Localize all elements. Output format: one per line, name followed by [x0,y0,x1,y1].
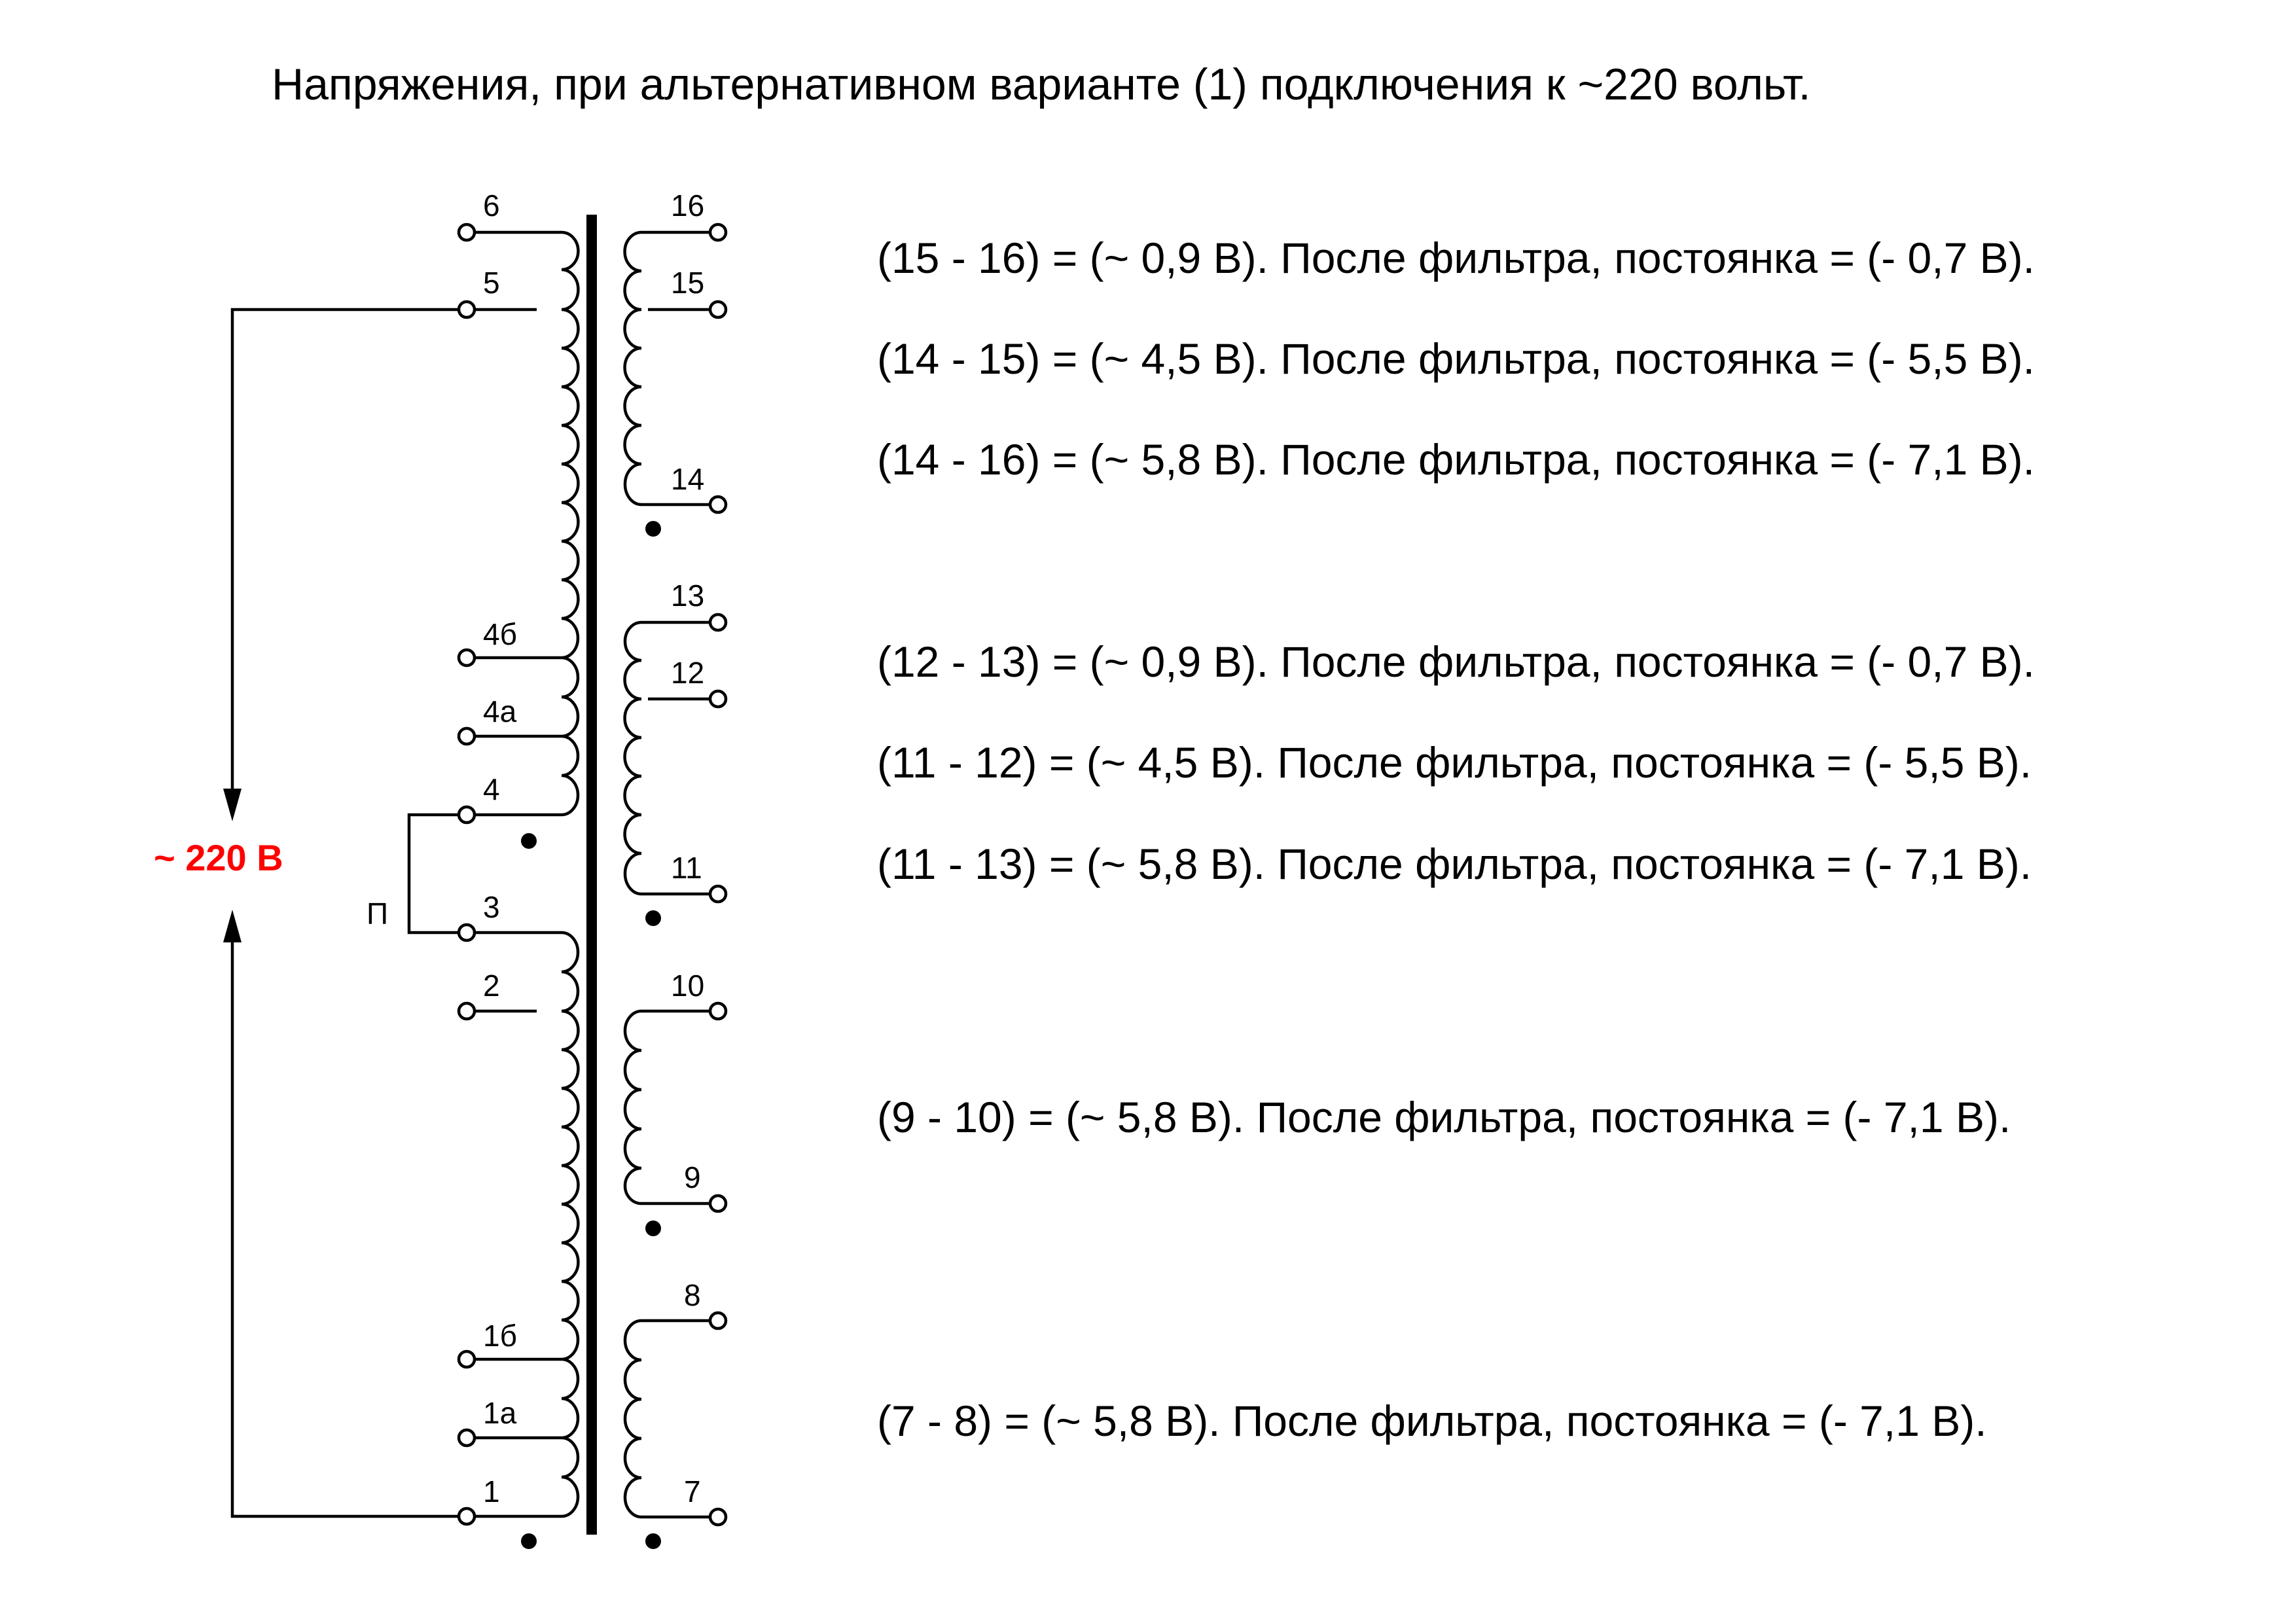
terminal-13 [710,615,726,630]
voltage-line: (12 - 13) = (~ 0,9 В). После фильтра, постоянка = (- 0,7 В). [877,637,2035,686]
polarity-dot [645,1533,661,1549]
terminal-16 [710,224,726,240]
pin-label: 1 [483,1474,500,1508]
terminal-7 [710,1509,726,1525]
secondary-pin-labels [671,188,704,1508]
pin-label: 8 [684,1278,701,1312]
pin-label: 3 [483,890,500,924]
voltage-line: (7 - 8) = (~ 5,8 В). После фильтра, постоянка = (- 7,1 В). [877,1397,1987,1445]
voltage-line: (9 - 10) = (~ 5,8 В). После фильтра, постоянка = (- 7,1 В). [877,1093,2011,1141]
primary-pin-labels [483,188,517,1508]
terminal-3 [459,925,475,940]
terminal-8 [710,1313,726,1329]
jumper-wire [409,815,468,933]
pin-label: 12 [671,656,705,690]
pin-label: 5 [483,266,500,300]
secondary-terminals [710,224,726,1525]
terminal-1a [459,1430,475,1446]
terminal-6 [459,224,475,240]
terminal-5 [459,302,475,317]
terminal-1 [459,1508,475,1524]
pin-label: 9 [684,1160,701,1194]
source-lead-bottom [232,939,468,1516]
pin-label: 4 [483,772,500,806]
voltage-list [877,234,2035,1445]
polarity-dot [645,521,661,537]
voltage-line: (11 - 12) = (~ 4,5 В). После фильтра, постоянка = (- 5,5 В). [877,738,2032,787]
pin-label: 11 [671,851,702,885]
voltage-line: (14 - 16) = (~ 5,8 В). После фильтра, постоянка = (- 7,1 В). [877,435,2035,484]
terminal-4 [459,807,475,823]
pin-label: 4а [483,694,517,728]
source-voltage-label: ~ 220 В [154,837,283,878]
arrow-down-icon [223,789,242,821]
voltage-line: (14 - 15) = (~ 4,5 В). После фильтра, постоянка = (- 5,5 В). [877,334,2035,383]
terminal-9 [710,1196,726,1211]
terminal-14 [710,497,726,512]
polarity-dot [521,833,537,849]
primary-terminals [459,224,475,1524]
pin-label: 1а [483,1396,517,1430]
pin-label: 14 [671,462,705,496]
pin-label: 7 [684,1474,701,1508]
polarity-dot [645,910,661,926]
pin-label: 16 [671,188,705,223]
terminal-2 [459,1003,475,1019]
pin-label: 6 [483,188,500,223]
terminal-4b [459,650,475,666]
voltage-line: (15 - 16) = (~ 0,9 В). После фильтра, постоянка = (- 0,7 В). [877,234,2035,282]
source-lead-top [232,310,468,792]
terminal-11 [710,886,726,902]
secondary-winding-7-8 [625,1321,717,1517]
polarity-dot [521,1533,537,1549]
arrow-up-icon [223,910,242,942]
polarity-dot [645,1221,661,1236]
pin-label: 13 [671,579,705,613]
pin-label: 15 [671,266,705,300]
terminal-4a [459,728,475,744]
voltage-line: (11 - 13) = (~ 5,8 В). После фильтра, постоянка = (- 7,1 В). [877,840,2032,888]
pin-label: 1б [483,1319,517,1353]
pin-label: 2 [483,969,500,1003]
pin-label: 10 [671,969,705,1003]
page-title: Напряжения, при альтернативном варианте (1) подключения к ~220 вольт. [272,60,1811,109]
terminal-12 [710,691,726,707]
jumper-label: П [367,897,389,931]
terminal-10 [710,1003,726,1019]
terminal-1b [459,1351,475,1367]
pin-label: 4б [483,617,517,651]
terminal-15 [710,302,726,317]
secondary-winding-9-10 [625,1011,717,1204]
